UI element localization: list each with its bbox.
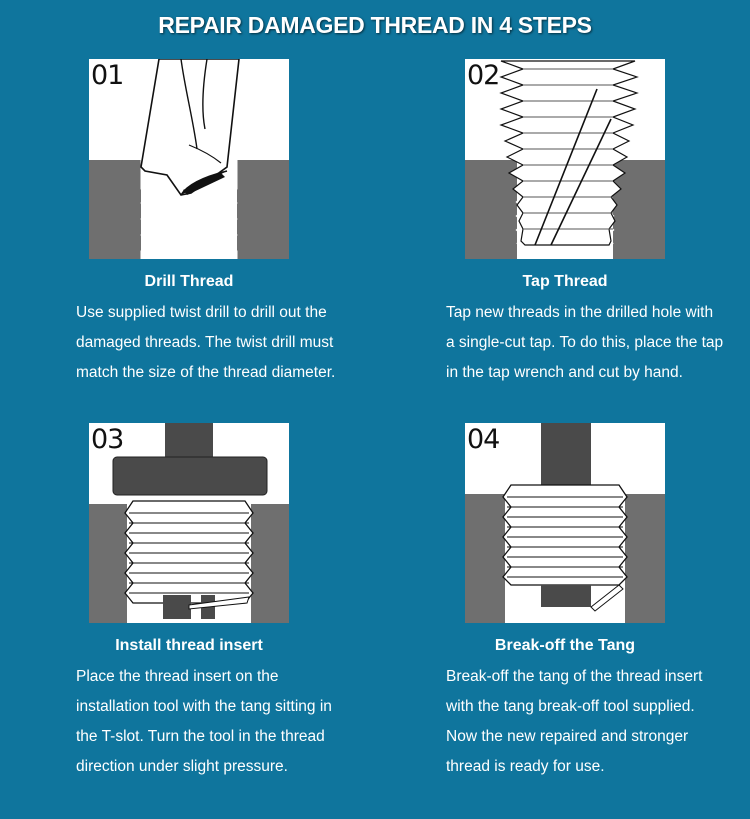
step-2-number: 02 — [467, 60, 500, 91]
step-4-illustration — [465, 423, 665, 623]
step-3-description: Place the thread insert on the installation tool with the tang sitting in the T-slot. Turn the tool in the thread direction under slight pressure. — [76, 668, 332, 775]
step-4-description: Break-off the tang of the thread insert with the tang break-off tool supplied. Now the new repaired and stronger thread is ready for use. — [446, 668, 703, 775]
step-2-description: Tap new threads in the drilled hole with a single-cut tap. To do this, place the tap in the tap wrench and cut by hand. — [446, 304, 724, 381]
step-3-illustration — [89, 423, 289, 623]
step-1-title: Drill Thread — [144, 273, 234, 290]
step-2-title: Tap Thread — [522, 273, 608, 290]
step-1-number: 01 — [91, 60, 124, 91]
step-3-number: 03 — [91, 424, 124, 455]
step-3-title: Install thread insert — [115, 637, 263, 654]
step-1-illustration — [89, 59, 289, 259]
step-4-number: 04 — [467, 424, 500, 455]
step-2-illustration — [465, 59, 665, 259]
step-4-title: Break-off the Tang — [494, 637, 636, 654]
page-title: REPAIR DAMAGED THREAD IN 4 STEPS — [158, 12, 592, 38]
step-1-description: Use supplied twist drill to drill out the damaged threads. The twist drill must match the size of the thread diameter. — [76, 304, 336, 381]
